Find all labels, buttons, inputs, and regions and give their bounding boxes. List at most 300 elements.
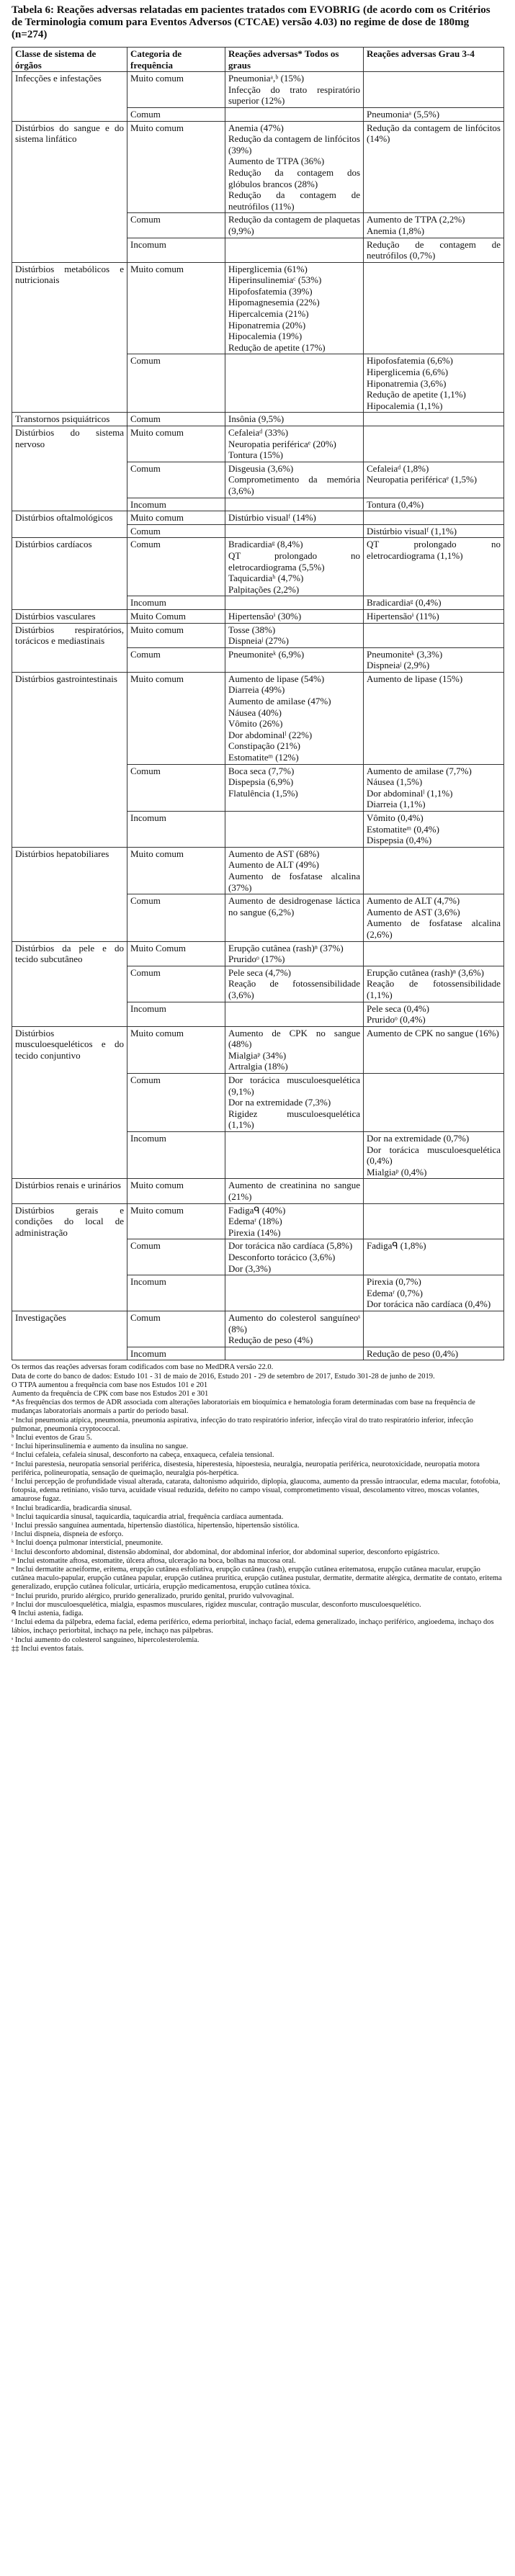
cell-line: Estomatiteᵐ (12%)	[228, 752, 299, 763]
cell-line: Edemaʳ (18%)	[228, 1216, 282, 1227]
cell-line: Hipertensãoⁱ (11%)	[367, 610, 439, 621]
cell-grade-3-4	[364, 498, 504, 511]
cell-frequency	[127, 1203, 225, 1239]
footnote: ᑫ Inclui astenia, fadiga.	[12, 1610, 84, 1617]
cell-line: Mialgiaᵖ (34%)	[228, 1049, 287, 1061]
cell-line: Comum	[130, 413, 161, 425]
cell-line: Muito comum	[130, 673, 184, 684]
footnote: ᵉ Inclui parestesia, neuropatia sensorial periférica, disestesia, hiperestesia, hipoestesia, neuralgia, neuropatia periférica, neurotoxicidade, neuropatia motora periférica, polineuropatia, sensação de queimação, neuralgia pós-herpética.	[12, 1460, 480, 1477]
cell-organ-class: Distúrbios gerais e condições do local de administração	[12, 1203, 127, 1311]
cell-grade-3-4	[364, 462, 504, 498]
cell-frequency	[127, 941, 225, 966]
cell-line: Distúrbio visualᶠ (1,1%)	[367, 525, 457, 537]
cell-line: Muito comum	[130, 73, 184, 84]
cell-grade-3-4	[364, 672, 504, 764]
cell-line: Redução de contagem de neutrófilos (0,7%)	[367, 238, 501, 261]
footnote: ᵐ Inclui estomatite aftosa, estomatite, úlcera aftosa, ulceração na boca, bolhas na mucosa oral.	[12, 1556, 296, 1565]
cell-frequency	[127, 511, 225, 525]
cell-line: Artralgia (18%)	[228, 1061, 288, 1072]
cell-all-grades	[225, 647, 364, 672]
header-organ-class: Classe de sistema de órgãos	[12, 48, 127, 72]
footnote: ‡‡ Inclui eventos fatais.	[12, 1644, 84, 1653]
cell-line: Hiponatremia (20%)	[228, 319, 306, 331]
table-title: Tabela 6: Reações adversas relatadas em pacientes tratados com EVOBRIG (de acordo com os Critérios de Terminologia comum para Eventos Adversos (CTCAE) versão 4.03) no regime de dose de 180mg (n=274)	[12, 4, 491, 40]
cell-frequency	[127, 1026, 225, 1073]
cell-line: Hipocalemia (1,1%)	[367, 400, 443, 411]
cell-line: Dor torácica musculoesquelética (0,4%)	[367, 1144, 501, 1167]
cell-all-grades	[225, 262, 364, 354]
cell-grade-3-4	[364, 847, 504, 894]
footnote: Os termos das reações adversas foram codificados com base no MedDRA versão 22.0.	[12, 1363, 274, 1372]
document-page	[12, 0, 503, 1653]
cell-line: Incomum	[130, 597, 166, 609]
cell-line: Hiperglicemia (61%)	[228, 263, 308, 274]
cell-frequency	[127, 1275, 225, 1311]
cell-grade-3-4	[364, 354, 504, 413]
cell-frequency	[127, 894, 225, 941]
cell-frequency	[127, 1132, 225, 1179]
cell-grade-3-4	[364, 426, 504, 462]
cell-all-grades	[225, 1275, 364, 1311]
cell-line: Tosse (38%)	[228, 624, 276, 635]
cell-line: Comum	[130, 1240, 161, 1252]
cell-frequency	[127, 596, 225, 610]
table-row	[12, 672, 504, 764]
cell-organ-class: Distúrbios gastrointestinais	[12, 672, 127, 847]
cell-organ-class: Distúrbios cardíacos	[12, 538, 127, 610]
cell-all-grades	[225, 354, 364, 413]
cell-all-grades	[225, 1311, 364, 1347]
cell-grade-3-4	[364, 894, 504, 941]
cell-grade-3-4	[364, 1311, 504, 1347]
cell-line: Redução de peso (0,4%)	[367, 1347, 459, 1359]
cell-line: Reação de fotossensibilidade (1,1%)	[367, 978, 501, 1000]
cell-line: Redução da contagem dos glóbulos brancos (28%)	[228, 166, 360, 189]
cell-frequency	[127, 1311, 225, 1347]
cell-line: Aumento de TTPA (36%)	[228, 156, 325, 167]
cell-line: Hipomagnesemia (22%)	[228, 297, 320, 308]
table-header-row	[12, 48, 504, 72]
table-row	[12, 1203, 504, 1239]
cell-line: Taquicardiaʰ (4,7%)	[228, 573, 304, 584]
footnote: ᵈ Inclui cefaleia, cefaleia sinusal, desconforto na cabeça, enxaqueca, cefaleia tensional.	[12, 1451, 274, 1460]
cell-line: Pneumoniaᵃ,ᵇ (15%)	[228, 73, 305, 84]
cell-line: Hipocalemia (19%)	[228, 331, 303, 342]
cell-frequency	[127, 213, 225, 238]
footnote: O TTPA aumentou a frequência com base nos Estudos 101 e 201	[12, 1381, 208, 1389]
table-row	[12, 609, 504, 623]
cell-line: Incomum	[130, 238, 166, 250]
table-row	[12, 847, 504, 894]
cell-all-grades	[225, 538, 364, 596]
cell-line: Dispneiaʲ (27%)	[228, 635, 289, 647]
cell-line: Erupção cutânea (rash)ⁿ (37%)	[228, 942, 344, 953]
cell-line: Dor torácica não cardíaca (0,4%)	[367, 1298, 491, 1310]
cell-line: Anemia (47%)	[228, 122, 284, 133]
cell-line: Redução de peso (4%)	[228, 1334, 313, 1346]
cell-line: Pneumoniteᵏ (6,9%)	[228, 648, 305, 660]
cell-line: Aumento de fosfatase alcalina (2,6%)	[367, 917, 501, 940]
cell-line: Aumento de fosfatase alcalina (37%)	[228, 870, 360, 893]
cell-line: Insônia (9,5%)	[228, 413, 285, 425]
cell-organ-class: Distúrbios metabólicos e nutricionais	[12, 262, 127, 413]
cell-line: Náusea (1,5%)	[367, 776, 423, 788]
cell-organ-class: Investigações	[12, 1311, 127, 1360]
cell-all-grades	[225, 941, 364, 966]
cell-line: Pneumoniaᵃ (5,5%)	[367, 108, 440, 120]
cell-line: Aumento de desidrogenase láctica no sangue (6,2%)	[228, 895, 360, 917]
cell-grade-3-4	[364, 538, 504, 596]
cell-grade-3-4	[364, 941, 504, 966]
cell-line: QT prolongado no eletrocardiograma (1,1%)	[367, 539, 501, 561]
footnote: Aumento da frequência de CPK com base nos Estudos 201 e 301	[12, 1389, 209, 1398]
cell-line: Pruridoᵒ (0,4%)	[367, 1014, 426, 1026]
cell-all-grades	[225, 672, 364, 764]
cell-line: Dor (3,3%)	[228, 1262, 272, 1274]
cell-line: Reação de fotossensibilidade (3,6%)	[228, 978, 360, 1000]
table-body	[12, 72, 504, 1360]
cell-organ-class: Distúrbios vasculares	[12, 609, 127, 623]
cell-grade-3-4	[364, 1203, 504, 1239]
cell-line: Dor na extremidade (0,7%)	[367, 1133, 470, 1144]
cell-line: Redução da contagem de neutrófilos (11%)	[228, 189, 360, 212]
footnote: ʳ Inclui edema da pálpebra, edema facial, edema periférico, edema periorbital, inchaço facial, edema generalizado, inchaço periférico, angioedema, inchaço dos lábios, inchaço periorbital, inchaço na pele, inchaço nas pálpebras.	[12, 1618, 494, 1635]
cell-all-grades	[225, 524, 364, 538]
cell-frequency	[127, 1347, 225, 1360]
cell-line: Cefaleiaᵈ (1,8%)	[367, 462, 429, 474]
cell-frequency	[127, 647, 225, 672]
cell-all-grades	[225, 1179, 364, 1203]
cell-all-grades	[225, 1347, 364, 1360]
table-row	[12, 538, 504, 596]
table-row	[12, 511, 504, 525]
cell-grade-3-4	[364, 1132, 504, 1179]
cell-all-grades	[225, 1239, 364, 1275]
cell-line: Aumento de amilase (7,7%)	[367, 765, 472, 776]
cell-line: Comum	[130, 765, 161, 776]
cell-all-grades	[225, 966, 364, 1002]
cell-all-grades	[225, 812, 364, 848]
cell-frequency	[127, 966, 225, 1002]
cell-grade-3-4	[364, 107, 504, 121]
cell-all-grades	[225, 107, 364, 121]
cell-grade-3-4	[364, 413, 504, 426]
cell-line: Comum	[130, 539, 161, 550]
cell-frequency	[127, 609, 225, 623]
cell-all-grades	[225, 1132, 364, 1179]
cell-all-grades	[225, 462, 364, 498]
cell-line: Dor na extremidade (7,3%)	[228, 1097, 331, 1108]
cell-line: Aumento de ALT (4,7%)	[367, 895, 460, 907]
cell-line: Muito comum	[130, 848, 184, 859]
cell-all-grades	[225, 72, 364, 108]
footnote: ˢ Inclui aumento do colesterol sanguíneo, hipercolesterolemia.	[12, 1635, 200, 1644]
cell-line: Cefaleiaᵈ (33%)	[228, 427, 289, 438]
table-row	[12, 72, 504, 108]
cell-line: Muito comum	[130, 1180, 184, 1191]
cell-line: Pneumoniteᵏ (3,3%)	[367, 648, 443, 660]
cell-frequency	[127, 354, 225, 413]
cell-line: Aumento de amilase (47%)	[228, 696, 331, 707]
cell-line: Flatulência (1,5%)	[228, 787, 298, 799]
cell-grade-3-4	[364, 72, 504, 108]
cell-all-grades	[225, 498, 364, 511]
cell-frequency	[127, 426, 225, 462]
cell-organ-class: Infecções e infestações	[12, 72, 127, 121]
cell-line: Muito comum	[130, 122, 184, 133]
table-row	[12, 941, 504, 966]
cell-line: Aumento de lipase (15%)	[367, 673, 463, 684]
cell-line: Incomum	[130, 498, 166, 510]
cell-line: Fadigaᑫ (40%)	[228, 1204, 286, 1216]
cell-all-grades	[225, 764, 364, 811]
cell-grade-3-4	[364, 623, 504, 647]
cell-all-grades	[225, 511, 364, 525]
footnote: ᶜ Inclui hiperinsulinemia e aumento da insulina no sangue.	[12, 1442, 189, 1451]
cell-frequency	[127, 498, 225, 511]
header-all-grades: Reações adversas* Todos os graus	[225, 48, 364, 72]
cell-organ-class: Transtornos psiquiátricos	[12, 413, 127, 426]
footnote: ᵃ Inclui pneumonia atípica, pneumonia, pneumonia aspirativa, infecção do trato respiratório inferior, infecção viral do trato respiratório inferior, infecção pulmonar, pneumonia cryptococcal.	[12, 1416, 473, 1433]
cell-frequency	[127, 524, 225, 538]
cell-frequency	[127, 1074, 225, 1132]
cell-all-grades	[225, 238, 364, 262]
cell-line: Dispneiaʲ (2,9%)	[367, 660, 430, 671]
cell-line: Pele seca (0,4%)	[367, 1002, 429, 1014]
cell-line: Comum	[130, 525, 161, 537]
cell-line: QT prolongado no eletrocardiograma (5,5%)	[228, 549, 360, 573]
cell-line: Aumento de lipase (54%)	[228, 673, 325, 684]
cell-frequency	[127, 462, 225, 498]
cell-line: Rigidez musculoesquelética (1,1%)	[228, 1108, 360, 1131]
cell-line: Muito comum	[130, 427, 184, 438]
cell-frequency	[127, 238, 225, 262]
cell-line: Diarreia (49%)	[228, 684, 285, 696]
cell-line: Comum	[130, 966, 161, 978]
cell-line: Aumento do colesterol sanguíneoˢ (8%)	[228, 1311, 360, 1334]
cell-line: Pirexia (14%)	[228, 1226, 281, 1238]
cell-line: Infecção do trato respiratório superior (12%)	[228, 84, 360, 107]
cell-frequency	[127, 413, 225, 426]
table-row	[12, 413, 504, 426]
cell-line: Fadigaᑫ (1,8%)	[367, 1240, 426, 1252]
cell-grade-3-4	[364, 596, 504, 610]
cell-line: Dor torácica não cardíaca (5,8%)	[228, 1240, 353, 1252]
table-row	[12, 426, 504, 462]
footnote: ᵍ Inclui bradicardia, bradicardia sinusal.	[12, 1504, 133, 1512]
cell-line: Hipofosfatemia (39%)	[228, 285, 313, 297]
cell-line: Muito Comum	[130, 942, 186, 953]
cell-grade-3-4	[364, 1002, 504, 1026]
cell-line: Pirexia (0,7%)	[367, 1276, 421, 1288]
cell-line: Comum	[130, 214, 161, 225]
table-row	[12, 121, 504, 213]
cell-grade-3-4	[364, 1026, 504, 1073]
cell-line: Redução da contagem de linfócitos (14%)	[367, 122, 501, 145]
cell-line: Náusea (40%)	[228, 706, 282, 718]
cell-line: Hipertensãoⁱ (30%)	[228, 610, 302, 621]
cell-line: Diarreia (1,1%)	[367, 799, 426, 810]
cell-all-grades	[225, 426, 364, 462]
cell-line: Incomum	[130, 1347, 166, 1359]
cell-line: Neuropatia periféricaᵉ (20%)	[228, 438, 336, 449]
adverse-reactions-table	[12, 47, 504, 1360]
table-row	[12, 1311, 504, 1347]
cell-organ-class: Distúrbios oftalmológicos	[12, 511, 127, 538]
cell-all-grades	[225, 213, 364, 238]
table-row	[12, 262, 504, 354]
cell-all-grades	[225, 1002, 364, 1026]
cell-line: Tontura (0,4%)	[367, 498, 424, 510]
cell-grade-3-4	[364, 764, 504, 811]
cell-frequency	[127, 1179, 225, 1203]
cell-line: Comum	[130, 648, 161, 660]
cell-organ-class: Distúrbios hepatobiliares	[12, 847, 127, 941]
cell-line: Aumento de ALT (49%)	[228, 859, 320, 871]
cell-all-grades	[225, 1203, 364, 1239]
cell-frequency	[127, 107, 225, 121]
cell-grade-3-4	[364, 609, 504, 623]
cell-line: Comum	[130, 462, 161, 474]
cell-frequency	[127, 538, 225, 596]
cell-frequency	[127, 623, 225, 647]
cell-grade-3-4	[364, 524, 504, 538]
cell-line: Comum	[130, 1074, 161, 1086]
footnote: ᵏ Inclui doença pulmonar intersticial, pneumonite.	[12, 1539, 164, 1548]
cell-line: Aumento de AST (68%)	[228, 848, 320, 859]
cell-frequency	[127, 812, 225, 848]
footnote: ⁿ Inclui dermatite acneiforme, eritema, erupção cutânea esfoliativa, erupção cutânea (rash), erupção cutânea eritematosa, erupção cutânea macular, erupção cutânea maculo-papular, erupção cutânea papular, erupção cutânea pruritica, erupção cutânea pustular, dermatite, dermatite alérgica, dermatite de contato, eritema generalizado, erupção cutânea folicular, urticária, erupção medicamentosa, erupção cutânea tóxica.	[12, 1565, 502, 1592]
cell-all-grades	[225, 894, 364, 941]
cell-all-grades	[225, 1026, 364, 1073]
footnote: ᵇ Inclui eventos de Grau 5.	[12, 1433, 92, 1442]
cell-line: Hiperglicemia (6,6%)	[367, 367, 449, 378]
cell-all-grades	[225, 623, 364, 647]
cell-line: Muito comum	[130, 1027, 184, 1038]
cell-all-grades	[225, 847, 364, 894]
cell-grade-3-4	[364, 1347, 504, 1360]
cell-grade-3-4	[364, 238, 504, 262]
table-row	[12, 1179, 504, 1203]
table-row	[12, 623, 504, 647]
cell-grade-3-4	[364, 1239, 504, 1275]
cell-line: Redução da contagem de plaquetas (9,9%)	[228, 214, 360, 236]
cell-line: Edemaʳ (0,7%)	[367, 1287, 423, 1298]
cell-line: Desconforto torácico (3,6%)	[228, 1251, 336, 1262]
cell-frequency	[127, 72, 225, 108]
cell-line: Distúrbio visualᶠ (14%)	[228, 512, 316, 524]
footnote: *As frequências dos termos de ADR associada com alterações laboratoriais em bioquímica e hematologia foram determinadas com base na frequência de mudanças laboratoriais anormais a partir do período basal.	[12, 1399, 475, 1416]
footnote: ʰ Inclui taquicardia sinusal, taquicardia, taquicardia atrial, frequência cardíaca aumentada.	[12, 1512, 284, 1521]
cell-line: Disgeusia (3,6%)	[228, 462, 294, 474]
cell-grade-3-4	[364, 966, 504, 1002]
cell-line: Estomatiteᵐ (0,4%)	[367, 823, 439, 835]
cell-line: Neuropatia periféricaᵉ (1,5%)	[367, 474, 478, 485]
cell-all-grades	[225, 609, 364, 623]
cell-line: Hipercalcemia (21%)	[228, 308, 309, 320]
cell-line: Mialgiaᵖ (0,4%)	[367, 1166, 427, 1177]
cell-line: Redução da contagem de linfócitos (39%)	[228, 133, 360, 156]
table-row	[12, 1026, 504, 1073]
cell-line: Dor abdominalˡ (22%)	[228, 729, 313, 740]
cell-line: Palpitações (2,2%)	[228, 583, 300, 595]
cell-all-grades	[225, 1074, 364, 1132]
footnotes	[12, 1363, 503, 1653]
cell-line: Hipofosfatemia (6,6%)	[367, 355, 453, 367]
cell-line: Bradicardiaᵍ (8,4%)	[228, 539, 303, 550]
cell-frequency	[127, 1002, 225, 1026]
cell-line: Incomum	[130, 1133, 166, 1144]
cell-line: Muito comum	[130, 512, 184, 524]
cell-line: Vômito (0,4%)	[367, 812, 424, 823]
cell-organ-class: Distúrbios renais e urinários	[12, 1179, 127, 1203]
cell-line: Incomum	[130, 1276, 166, 1288]
cell-line: Tontura (15%)	[228, 449, 283, 461]
cell-organ-class: Distúrbios do sistema nervoso	[12, 426, 127, 511]
cell-frequency	[127, 764, 225, 811]
cell-line: Muito comum	[130, 624, 184, 635]
cell-grade-3-4	[364, 812, 504, 848]
footnote: Data de corte do banco de dados: Estudo 101 - 31 de maio de 2016, Estudo 201 - 29 de setembro de 2017, Estudo 301-28 de junho de 2019.	[12, 1372, 435, 1381]
cell-grade-3-4	[364, 511, 504, 525]
footnote: ˡ Inclui desconforto abdominal, distensão abdominal, dor abdominal, dor abdominal inferior, dor abdominal superior, desconforto epigástrico.	[12, 1548, 440, 1556]
cell-grade-3-4	[364, 1074, 504, 1132]
cell-line: Hiperinsulinemiaᶜ (53%)	[228, 274, 322, 286]
cell-line: Comum	[130, 895, 161, 907]
footnote: ᶠ Inclui percepção de profundidade visual alterada, catarata, daltonismo adquirido, diplopia, glaucoma, aumento da pressão intraocular, edema macular, fotofobia, fotopsia, edema retiniano, visão turva, acuidade visual reduzida, defeito no campo visual, comprometimento visual, descolamento vítreo, moscas volantes, amaurose fugaz.	[12, 1477, 501, 1504]
cell-line: Hiponatremia (3,6%)	[367, 377, 447, 389]
cell-line: Comum	[130, 1311, 161, 1323]
cell-line: Anemia (1,8%)	[367, 225, 425, 236]
header-frequency: Categoria de frequência	[127, 48, 225, 72]
cell-organ-class: Distúrbios do sangue e do sistema linfático	[12, 121, 127, 262]
cell-all-grades	[225, 121, 364, 213]
cell-frequency	[127, 672, 225, 764]
cell-line: Dor abdominalˡ (1,1%)	[367, 787, 453, 799]
cell-line: Vômito (26%)	[228, 718, 283, 730]
cell-all-grades	[225, 413, 364, 426]
cell-frequency	[127, 262, 225, 354]
cell-grade-3-4	[364, 647, 504, 672]
cell-frequency	[127, 847, 225, 894]
cell-line: Redução de apetite (1,1%)	[367, 389, 466, 400]
cell-organ-class: Distúrbios musculoesqueléticos e do tecido conjuntivo	[12, 1026, 127, 1179]
cell-grade-3-4	[364, 1179, 504, 1203]
cell-line: Muito comum	[130, 263, 184, 274]
cell-organ-class: Distúrbios da pele e do tecido subcutâneo	[12, 941, 127, 1026]
header-grade-3-4: Reações adversas Grau 3-4	[364, 48, 504, 72]
cell-line: Incomum	[130, 812, 166, 823]
footnote: ʲ Inclui dispneia, dispneia de esforço.	[12, 1530, 124, 1539]
cell-line: Aumento de CPK no sangue (48%)	[228, 1027, 360, 1050]
cell-line: Comum	[130, 108, 161, 120]
cell-frequency	[127, 1239, 225, 1275]
cell-line: Aumento de creatinina no sangue (21%)	[228, 1180, 360, 1202]
footnote: ⁱ Inclui pressão sanguínea aumentada, hipertensão diastólica, hipertensão, hipertensão sistólica.	[12, 1521, 300, 1530]
cell-line: Redução de apetite (17%)	[228, 341, 326, 353]
cell-line: Muito Comum	[130, 610, 186, 621]
cell-line: Aumento de CPK no sangue (16%)	[367, 1027, 499, 1038]
cell-line: Comum	[130, 355, 161, 367]
cell-grade-3-4	[364, 121, 504, 213]
cell-grade-3-4	[364, 1275, 504, 1311]
cell-grade-3-4	[364, 213, 504, 238]
cell-line: Dor torácica musculoesquelética (9,1%)	[228, 1074, 360, 1097]
cell-grade-3-4	[364, 262, 504, 354]
cell-line: Bradicardiaᵍ (0,4%)	[367, 597, 442, 609]
cell-frequency	[127, 121, 225, 213]
cell-line: Constipação (21%)	[228, 740, 301, 752]
